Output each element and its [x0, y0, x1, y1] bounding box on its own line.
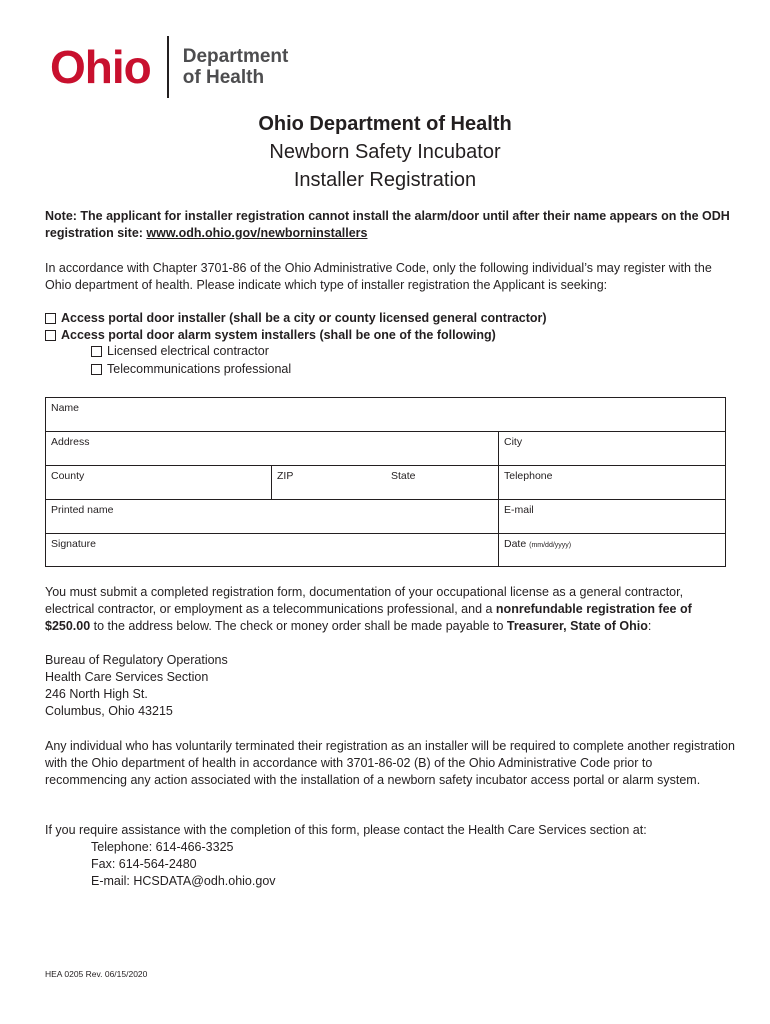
- alarm-installer-label: Access portal door alarm system installers (shall be one of the following): [61, 328, 496, 342]
- signature-field[interactable]: [46, 534, 498, 566]
- address-line: Bureau of Regulatory Operations: [45, 653, 228, 667]
- logo-ohio-text: Ohio: [50, 41, 151, 93]
- odh-logo: [50, 36, 288, 98]
- submission-text-2: to the address below. The check or money order shall be made payable to: [90, 619, 507, 633]
- email-field[interactable]: [499, 500, 725, 533]
- door-installer-checkbox[interactable]: [45, 313, 56, 324]
- option-electrical-contractor[interactable]: [91, 343, 269, 360]
- registration-fee: nonrefundable registration fee of $250.00: [45, 602, 692, 633]
- intro-paragraph: In accordance with Chapter 3701-86 of the Ohio Administrative Code, only the following individual’s may register with the Ohio department of health. Please indicate which type of installer registration the Applicant is seeking:: [45, 261, 712, 292]
- title-line2: Newborn Safety Incubator: [269, 141, 501, 163]
- printed-name-label: Printed name: [51, 504, 114, 516]
- electrical-contractor-label: Licensed electrical contractor: [107, 344, 269, 358]
- termination-paragraph: Any individual who has voluntarily terminated their registration as an installer will be required to complete another registration with the Ohio department of health in accordance with 3701-86-02 (B) of the Ohio Administrative Code prior to recommencing any action associated with the installation of a newborn safety incubator access portal or alarm system.: [45, 739, 735, 787]
- contact-intro: If you require assistance with the completion of this form, please contact the Health Care Services section at:: [45, 823, 647, 837]
- contact-fax: Fax: 614-564-2480: [91, 857, 197, 871]
- alarm-installer-checkbox[interactable]: [45, 330, 56, 341]
- logo-dept-line1: Department: [182, 46, 289, 67]
- address-line: Health Care Services Section: [45, 670, 209, 684]
- address-line: 246 North High St.: [45, 687, 148, 701]
- email-label: E-mail: [504, 504, 534, 516]
- title-line3: Installer Registration: [293, 169, 477, 191]
- form-number-footer: HEA 0205 Rev. 06/15/2020: [45, 969, 148, 979]
- option-telecom-professional[interactable]: [91, 361, 291, 378]
- payee-name: Treasurer, State of Ohio: [506, 619, 648, 633]
- contact-email[interactable]: E-mail: HCSDATA@odh.ohio.gov: [91, 874, 276, 888]
- state-label: State: [391, 470, 416, 482]
- registration-site-link[interactable]: www.odh.ohio.gov/newborninstallers: [146, 226, 368, 240]
- mailing-address: [45, 652, 735, 720]
- contact-telephone: Telephone: 614-466-3325: [91, 840, 234, 854]
- electrical-contractor-checkbox[interactable]: [91, 346, 102, 357]
- option-alarm-installer[interactable]: [45, 327, 496, 344]
- telecom-professional-checkbox[interactable]: [91, 364, 102, 375]
- city-label: City: [504, 436, 523, 448]
- applicant-info-table: [45, 397, 726, 567]
- submission-paragraph: [45, 584, 735, 635]
- contact-details: [91, 839, 491, 890]
- county-label: County: [51, 470, 85, 482]
- telephone-field[interactable]: [499, 466, 725, 499]
- date-label: Date: [504, 538, 527, 550]
- document-title: [0, 110, 770, 194]
- state-field[interactable]: [384, 466, 498, 499]
- date-field[interactable]: [499, 534, 725, 566]
- name-field[interactable]: [46, 398, 725, 431]
- option-door-installer[interactable]: [45, 310, 547, 327]
- address-label: Address: [51, 436, 90, 448]
- logo-divider: [167, 36, 169, 98]
- note-paragraph: [45, 208, 735, 242]
- date-label-group: [504, 538, 571, 552]
- telephone-label: Telephone: [504, 470, 553, 482]
- address-line: Columbus, Ohio 43215: [45, 704, 173, 718]
- note-text: Note: The applicant for installer registration cannot install the alarm/door until after their name appears on the ODH registration site:: [45, 209, 730, 240]
- zip-label: ZIP: [277, 470, 294, 482]
- title-line1: Ohio Department of Health: [258, 113, 512, 135]
- signature-label: Signature: [51, 538, 96, 550]
- logo-dept-line2: of Health: [182, 67, 265, 88]
- logo-department-text: [183, 46, 289, 88]
- county-field[interactable]: [46, 466, 271, 499]
- submission-text-3: :: [647, 619, 652, 633]
- printed-name-field[interactable]: [46, 500, 498, 533]
- zip-field[interactable]: [272, 466, 384, 499]
- address-field[interactable]: [46, 432, 498, 465]
- city-field[interactable]: [499, 432, 725, 465]
- submission-text-1: You must submit a completed registration form, documentation of your occupational license as a general contractor, electrical contractor, or employment as a telecommunications professional, and a: [45, 585, 684, 616]
- door-installer-label: Access portal door installer (shall be a city or county licensed general contractor): [61, 311, 547, 325]
- telecom-professional-label: Telecommunications professional: [107, 362, 292, 376]
- date-format-hint: (mm/dd/yyyy): [529, 542, 572, 549]
- name-label: Name: [51, 402, 80, 414]
